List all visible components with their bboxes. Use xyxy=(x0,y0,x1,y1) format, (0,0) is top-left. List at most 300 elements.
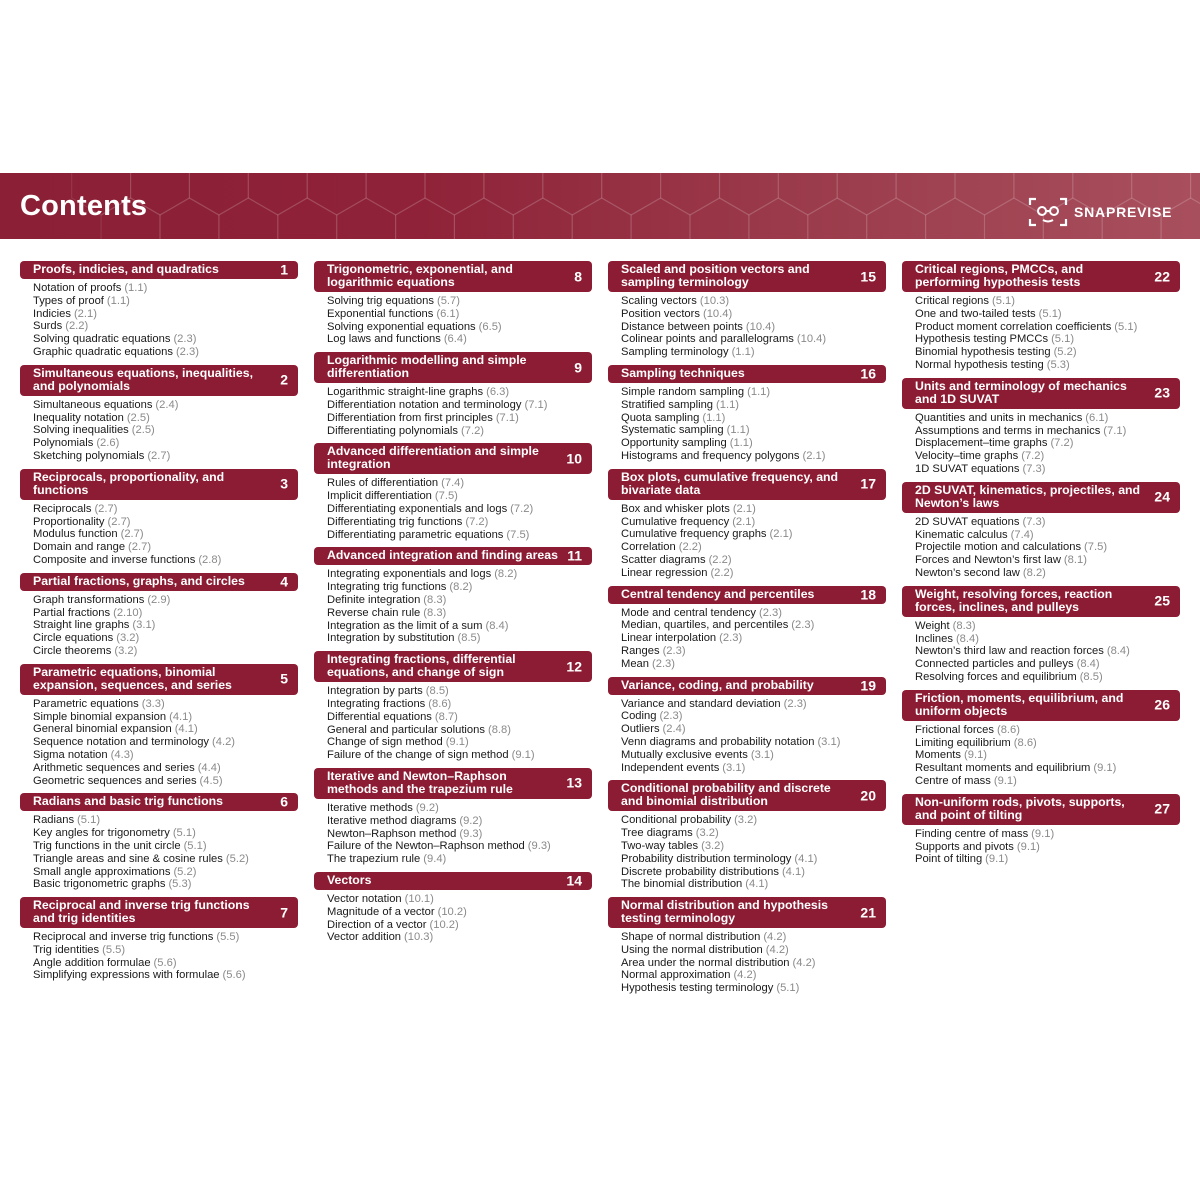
topic-item xyxy=(621,853,886,866)
topic-reference: (10.3) xyxy=(404,931,434,944)
section-number: 12 xyxy=(566,658,582,675)
topic-reference: (2.2) xyxy=(710,566,734,579)
section-25 xyxy=(902,586,1180,684)
topic-name: Vector addition xyxy=(327,931,402,944)
topic-item xyxy=(915,567,1180,580)
topic-reference: (2.1) xyxy=(802,449,826,462)
topic-list xyxy=(608,931,886,995)
topic-item xyxy=(327,516,592,529)
topic-reference: (10.4) xyxy=(702,307,733,320)
section-header xyxy=(608,261,886,292)
topic-name: Venn diagrams and probability notation xyxy=(621,735,815,748)
section-27 xyxy=(902,794,1180,866)
topic-item xyxy=(327,802,592,815)
contents-column-4 xyxy=(902,261,1180,872)
section-number: 19 xyxy=(860,677,876,694)
topic-list xyxy=(314,295,592,346)
topic-item xyxy=(327,840,592,853)
section-number: 24 xyxy=(1154,488,1170,505)
topic-name: The binomial distribution xyxy=(621,878,743,891)
topic-reference: (1.1) xyxy=(731,346,755,359)
section-title: Conditional probability and discrete and binomial distribution xyxy=(621,781,831,809)
topic-reference: (7.5) xyxy=(1084,541,1108,554)
topic-item xyxy=(915,671,1180,684)
section-number: 3 xyxy=(280,475,288,492)
topic-item xyxy=(33,957,298,970)
topic-item xyxy=(915,775,1180,788)
section-18 xyxy=(608,586,886,671)
topic-reference: (2.1) xyxy=(732,515,756,528)
hexagon-shape xyxy=(749,198,808,239)
topic-reference: (3.3) xyxy=(141,697,165,710)
section-header xyxy=(902,794,1180,825)
topic-item xyxy=(621,412,886,425)
topic-name: Key angles for trigonometry xyxy=(33,827,170,840)
section-26 xyxy=(902,690,1180,788)
topic-name: One and two-tailed tests xyxy=(915,307,1036,320)
topic-name: Limiting equilibrium xyxy=(915,736,1011,749)
topic-reference: (2.4) xyxy=(155,398,179,411)
hexagon-shape xyxy=(513,198,572,239)
topic-item xyxy=(915,333,1180,346)
topic-name: Quota sampling xyxy=(621,411,700,424)
hexagon-shape xyxy=(337,198,396,239)
topic-item xyxy=(327,503,592,516)
topic-item xyxy=(33,723,298,736)
topic-reference: (5.2) xyxy=(1053,346,1077,359)
section-number: 15 xyxy=(860,268,876,284)
topic-item xyxy=(33,554,298,567)
topic-list xyxy=(20,931,298,982)
topic-reference: (9.1) xyxy=(1093,762,1117,775)
topic-reference: (10.1) xyxy=(404,892,434,905)
section-5 xyxy=(20,664,298,788)
section-17 xyxy=(608,469,886,580)
section-number: 18 xyxy=(860,586,876,603)
topic-name: Parametric equations xyxy=(33,697,139,710)
section-16 xyxy=(608,365,886,463)
topic-item xyxy=(327,333,592,346)
topic-item xyxy=(915,633,1180,646)
topic-name: Radians xyxy=(33,814,75,827)
topic-name: Ranges xyxy=(621,644,660,657)
topic-name: Sampling terminology xyxy=(621,346,729,359)
topic-name: Integrating exponentials and logs xyxy=(327,568,492,581)
section-header xyxy=(902,378,1180,409)
topic-item xyxy=(621,424,886,437)
section-title: Critical regions, PMCCs, and performing hypothesis tests xyxy=(915,262,1084,289)
topic-name: Solving quadratic equations xyxy=(33,333,171,346)
topic-item xyxy=(621,723,886,736)
topic-reference: (4.1) xyxy=(174,723,198,736)
topic-reference: (2.3) xyxy=(662,644,686,657)
topic-reference: (9.2) xyxy=(459,814,483,827)
topic-item xyxy=(327,581,592,594)
topic-list xyxy=(20,594,298,658)
topic-name: Partial fractions xyxy=(33,606,111,619)
section-title: Partial fractions, graphs, and circles xyxy=(33,573,245,588)
topic-reference: (2.7) xyxy=(107,515,131,528)
topic-reference: (7.4) xyxy=(441,477,465,490)
topic-list xyxy=(608,295,886,359)
section-title: Iterative and Newton–Raphson methods and the trapezium rule xyxy=(327,768,513,796)
topic-name: Vector notation xyxy=(327,892,402,905)
topic-reference: (1.1) xyxy=(726,424,750,437)
topic-reference: (6.1) xyxy=(436,307,460,320)
topic-reference: (8.2) xyxy=(449,581,473,594)
topic-name: Two-way tables xyxy=(621,839,699,852)
topic-name: Trig identities xyxy=(33,943,100,956)
topic-name: Displacement–time graphs xyxy=(915,437,1048,450)
topic-name: Graphic quadratic equations xyxy=(33,345,173,358)
topic-name: Cumulative frequency xyxy=(621,515,730,528)
topic-name: Hypothesis testing terminology xyxy=(621,982,774,995)
topic-item xyxy=(33,295,298,308)
topic-item xyxy=(327,568,592,581)
topic-reference: (2.5) xyxy=(126,411,150,424)
topic-name: Simple random sampling xyxy=(621,385,745,398)
topic-name: Solving inequalities xyxy=(33,424,129,437)
topic-name: Polynomials xyxy=(33,437,94,450)
section-header xyxy=(20,664,298,695)
topic-reference: (3.2) xyxy=(734,814,758,827)
topic-item xyxy=(915,308,1180,321)
topic-item xyxy=(915,516,1180,529)
topic-reference: (10.2) xyxy=(429,918,459,931)
topic-item xyxy=(327,736,592,749)
topic-item xyxy=(621,333,886,346)
topic-reference: (2.3) xyxy=(791,619,815,632)
section-14 xyxy=(314,872,592,944)
topic-reference: (5.1) xyxy=(776,982,800,995)
topic-item xyxy=(621,308,886,321)
hexagon-shape xyxy=(808,198,867,239)
topic-reference: (7.2) xyxy=(1021,450,1045,463)
topic-reference: (9.3) xyxy=(459,827,483,840)
topic-list xyxy=(20,282,298,359)
topic-reference: (4.1) xyxy=(169,710,193,723)
topic-name: Integration as the limit of a sum xyxy=(327,619,483,632)
topic-item xyxy=(915,321,1180,334)
topic-name: Change of sign method xyxy=(327,736,443,749)
topic-name: Simplifying expressions with formulae xyxy=(33,969,220,982)
topic-name: Angle addition formulae xyxy=(33,956,151,969)
section-4 xyxy=(20,573,298,658)
topic-reference: (9.1) xyxy=(993,774,1017,787)
topic-item xyxy=(33,412,298,425)
topic-reference: (10.3) xyxy=(699,295,730,307)
topic-name: Proportionality xyxy=(33,515,105,528)
topic-reference: (2.3) xyxy=(719,632,743,645)
topic-name: Geometric sequences and series xyxy=(33,774,197,787)
topic-item xyxy=(621,931,886,944)
topic-item xyxy=(33,619,298,632)
topic-item xyxy=(915,463,1180,476)
topic-name: Shape of normal distribution xyxy=(621,931,761,944)
section-title: Vectors xyxy=(327,872,372,887)
topic-item xyxy=(33,516,298,529)
topic-reference: (4.5) xyxy=(199,774,223,787)
section-header xyxy=(314,443,592,474)
topic-item xyxy=(621,969,886,982)
section-12 xyxy=(314,651,592,762)
topic-item xyxy=(327,620,592,633)
topic-reference: (8.4) xyxy=(955,632,979,645)
topic-name: Circle equations xyxy=(33,632,114,645)
section-header xyxy=(314,261,592,292)
topic-list xyxy=(902,724,1180,788)
topic-reference: (5.1) xyxy=(992,295,1016,307)
topic-name: Area under the normal distribution xyxy=(621,956,790,969)
topic-item xyxy=(915,541,1180,554)
topic-item xyxy=(915,346,1180,359)
topic-list xyxy=(314,685,592,762)
topic-item xyxy=(621,295,886,308)
topic-reference: (8.4) xyxy=(1106,645,1130,658)
topic-name: Newton–Raphson method xyxy=(327,827,457,840)
topic-name: Notation of proofs xyxy=(33,282,122,294)
topic-reference: (2.9) xyxy=(147,593,171,606)
topic-reference: (5.2) xyxy=(173,865,197,878)
section-title: Central tendency and percentiles xyxy=(621,586,815,601)
section-header xyxy=(314,651,592,682)
hexagon-shape xyxy=(248,173,307,215)
section-13 xyxy=(314,768,592,866)
hexagon-shape xyxy=(425,173,484,215)
topic-item xyxy=(33,399,298,412)
topic-name: Exponential functions xyxy=(327,307,434,320)
topic-item xyxy=(33,840,298,853)
topic-reference: (5.1) xyxy=(183,839,207,852)
topic-item xyxy=(621,346,886,359)
topic-name: Definite integration xyxy=(327,593,421,606)
topic-item xyxy=(33,346,298,359)
topic-item xyxy=(33,333,298,346)
section-title: Proofs, indicies, and quadratics xyxy=(33,262,219,276)
topic-item xyxy=(915,529,1180,542)
topic-reference: (2.4) xyxy=(662,723,686,736)
section-11 xyxy=(314,547,592,645)
section-header xyxy=(608,897,886,928)
topic-name: Mode and central tendency xyxy=(621,606,756,619)
section-6 xyxy=(20,793,298,891)
topic-list xyxy=(902,295,1180,372)
section-9 xyxy=(314,352,592,437)
topic-item xyxy=(327,893,592,906)
section-header xyxy=(902,690,1180,721)
topic-reference: (5.1) xyxy=(172,827,196,840)
topic-reference: (2.10) xyxy=(113,606,143,619)
topic-item xyxy=(621,944,886,957)
topic-name: Mean xyxy=(621,657,649,670)
topic-reference: (9.1) xyxy=(985,853,1009,866)
topic-name: Integration by substitution xyxy=(327,632,455,645)
section-number: 7 xyxy=(280,904,288,921)
topic-item xyxy=(915,554,1180,567)
section-title: Simultaneous equations, inequalities, and polynomials xyxy=(33,365,254,393)
section-header xyxy=(314,872,592,890)
topic-reference: (5.5) xyxy=(102,943,126,956)
topic-name: Centre of mass xyxy=(915,774,991,787)
section-21 xyxy=(608,897,886,995)
topic-name: Opportunity sampling xyxy=(621,437,727,450)
topic-item xyxy=(915,724,1180,737)
hexagon-shape xyxy=(926,198,985,239)
topic-reference: (2.3) xyxy=(783,697,807,710)
topic-name: Modulus function xyxy=(33,528,118,541)
topic-item xyxy=(33,749,298,762)
topic-reference: (5.6) xyxy=(222,969,246,982)
contents-banner xyxy=(0,173,1200,239)
topic-list xyxy=(608,386,886,463)
topic-name: Quantities and units in mechanics xyxy=(915,411,1083,424)
topic-name: Graph transformations xyxy=(33,593,145,606)
topic-reference: (8.7) xyxy=(434,710,458,723)
topic-item xyxy=(33,437,298,450)
topic-name: Connected particles and pulleys xyxy=(915,658,1074,671)
topic-item xyxy=(327,412,592,425)
hexagon-shape xyxy=(690,198,749,239)
topic-list xyxy=(608,814,886,891)
topic-item xyxy=(33,632,298,645)
topic-item xyxy=(915,828,1180,841)
section-header xyxy=(20,573,298,591)
section-number: 4 xyxy=(280,573,288,590)
topic-name: Reciprocals xyxy=(33,502,92,515)
topic-reference: (7.2) xyxy=(510,502,534,515)
topic-name: Normal hypothesis testing xyxy=(915,358,1044,371)
topic-reference: (4.3) xyxy=(110,748,134,761)
topic-item xyxy=(621,503,886,516)
topic-item xyxy=(33,282,298,295)
topic-item xyxy=(33,827,298,840)
topic-list xyxy=(314,568,592,645)
topic-item xyxy=(621,619,886,632)
topic-reference: (2.7) xyxy=(120,528,144,541)
topic-name: Sigma notation xyxy=(33,748,108,761)
topic-item xyxy=(327,308,592,321)
topic-reference: (7.1) xyxy=(524,398,548,411)
topic-reference: (2.8) xyxy=(198,553,222,566)
topic-list xyxy=(608,503,886,580)
topic-reference: (7.1) xyxy=(495,411,519,424)
topic-item xyxy=(621,567,886,580)
topic-name: Outliers xyxy=(621,723,660,736)
topic-name: Solving trig equations xyxy=(327,295,434,307)
topic-name: Types of proof xyxy=(33,294,104,307)
topic-reference: (7.4) xyxy=(1010,528,1034,541)
topic-item xyxy=(327,828,592,841)
topic-name: Median, quartiles, and percentiles xyxy=(621,619,789,632)
section-number: 17 xyxy=(860,475,876,492)
topic-item xyxy=(327,425,592,438)
topic-name: Correlation xyxy=(621,541,676,554)
topic-reference: (5.6) xyxy=(153,956,177,969)
section-title: Integrating fractions, differential equations, and change of sign xyxy=(327,652,516,680)
section-number: 5 xyxy=(280,670,288,687)
topic-item xyxy=(621,957,886,970)
hexagon-shape xyxy=(189,173,248,215)
hexagon-shape xyxy=(955,173,1014,215)
topic-reference: (9.4) xyxy=(423,853,447,866)
section-title: Advanced integration and finding areas xyxy=(327,548,558,563)
topic-item xyxy=(621,710,886,723)
topic-item xyxy=(33,450,298,463)
topic-item xyxy=(327,724,592,737)
topic-reference: (4.2) xyxy=(792,956,816,969)
topic-name: Reverse chain rule xyxy=(327,606,421,619)
section-10 xyxy=(314,443,592,541)
section-title: Normal distribution and hypothesis testing terminology xyxy=(621,898,829,926)
topic-reference: (9.1) xyxy=(511,749,535,762)
topic-name: Direction of a vector xyxy=(327,918,427,931)
section-20 xyxy=(608,780,886,891)
section-header xyxy=(20,793,298,811)
topic-name: Failure of the Newton–Raphson method xyxy=(327,840,525,853)
topic-name: Systematic sampling xyxy=(621,424,724,437)
topic-reference: (1.1) xyxy=(106,294,130,307)
topic-list xyxy=(20,503,298,567)
topic-name: Position vectors xyxy=(621,307,700,320)
topic-name: Cumulative frequency graphs xyxy=(621,528,767,541)
topic-item xyxy=(327,632,592,645)
topic-reference: (4.1) xyxy=(745,878,769,891)
topic-item xyxy=(621,698,886,711)
topic-reference: (7.3) xyxy=(1022,515,1046,528)
topic-name: Rules of differentiation xyxy=(327,477,439,490)
topic-name: Implicit differentiation xyxy=(327,490,432,503)
section-number: 26 xyxy=(1154,696,1170,713)
topic-name: Arithmetic sequences and series xyxy=(33,761,195,774)
topic-reference: (4.2) xyxy=(765,943,789,956)
topic-item xyxy=(327,815,592,828)
topic-item xyxy=(33,878,298,891)
topic-reference: (2.3) xyxy=(659,710,683,723)
topic-name: Critical regions xyxy=(915,295,989,307)
hexagon-shape xyxy=(867,198,926,239)
topic-item xyxy=(915,359,1180,372)
section-title: Radians and basic trig functions xyxy=(33,794,223,809)
topic-item xyxy=(33,645,298,658)
topic-item xyxy=(915,749,1180,762)
section-header xyxy=(314,547,592,565)
topic-reference: (4.2) xyxy=(733,969,757,982)
topic-item xyxy=(621,762,886,775)
topic-reference: (2.7) xyxy=(94,502,118,515)
topic-reference: (8.4) xyxy=(1076,658,1100,671)
topic-reference: (8.3) xyxy=(952,619,976,632)
topic-reference: (3.1) xyxy=(722,761,746,774)
topic-name: Inclines xyxy=(915,632,953,645)
topic-item xyxy=(33,969,298,982)
topic-name: Differentiating polynomials xyxy=(327,424,459,437)
hexagon-pattern xyxy=(0,173,1200,239)
topic-name: Normal approximation xyxy=(621,969,731,982)
topic-name: Mutually exclusive events xyxy=(621,748,748,761)
snaprevise-logo-icon xyxy=(1028,196,1068,228)
topic-name: The trapezium rule xyxy=(327,853,421,866)
section-number: 22 xyxy=(1154,268,1170,284)
hexagon-shape xyxy=(160,198,219,239)
topic-list xyxy=(314,477,592,541)
topic-name: Velocity–time graphs xyxy=(915,450,1019,463)
topic-list xyxy=(314,802,592,866)
section-title: Reciprocal and inverse trig functions and trig identities xyxy=(33,898,250,926)
topic-reference: (2.1) xyxy=(769,528,793,541)
topic-name: General and particular solutions xyxy=(327,723,485,736)
topic-list xyxy=(20,698,298,788)
topic-name: Kinematic calculus xyxy=(915,528,1008,541)
